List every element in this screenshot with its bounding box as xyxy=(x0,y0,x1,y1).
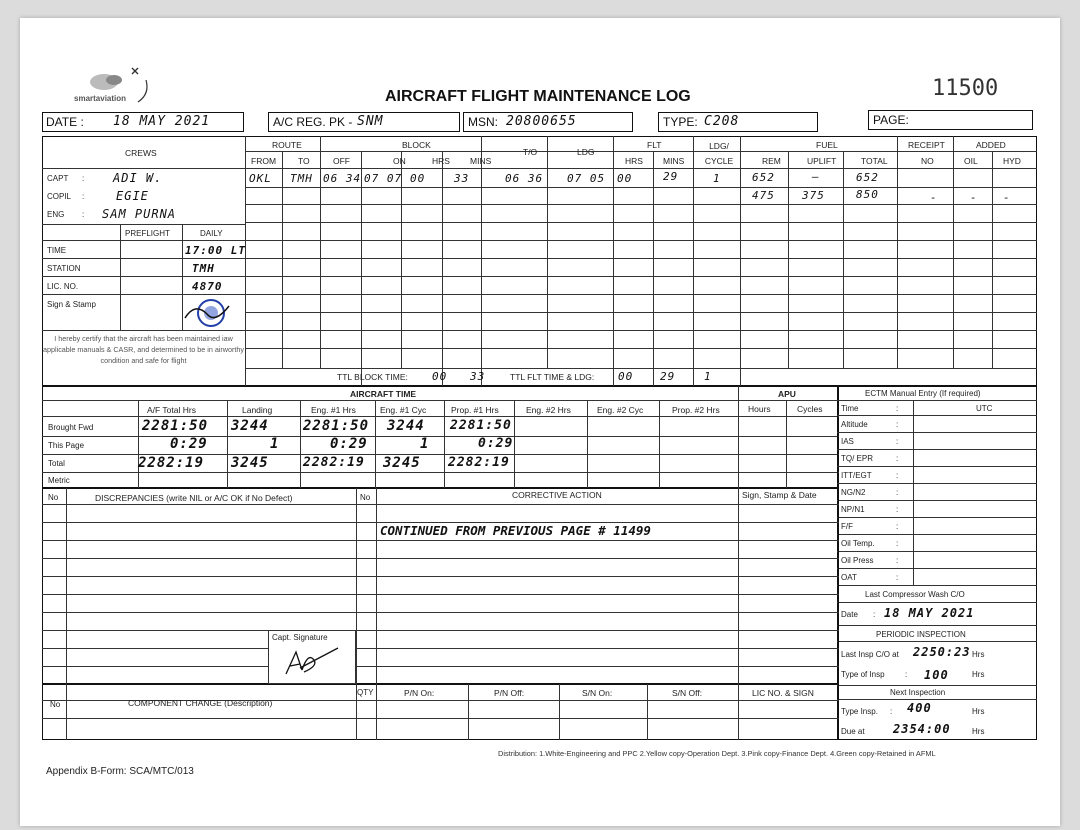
capt-name: ADI W. xyxy=(113,171,163,185)
date-value: 18 MAY 2021 xyxy=(113,114,211,129)
form-number: Appendix B-Form: SCA/MTC/013 xyxy=(46,766,194,777)
distribution-note: Distribution: 1.White-Engineering and PPC 2.Yellow copy-Operation Dept. 3.Pink copy-Finance Dept. 4.Green copy-Retained in AFML xyxy=(498,749,936,758)
type-value: C208 xyxy=(704,114,740,129)
form-title: AIRCRAFT FLIGHT MAINTENANCE LOG xyxy=(385,88,691,105)
capt-signature xyxy=(282,644,342,678)
log-sheet: smartaviation AIRCRAFT FLIGHT MAINTENANCE LOG 11500 DATE : 18 MAY 2021 A/C REG. PK - SNM MSN: 20800655 TYPE: C208 PAGE: CREWS ROUTE BLOCK FROM TO OFF ON HRS MINS T/O LDG FLT HRS MINS LDG/ CYCLE FUEL REM UPLIFT TOTAL RECEIPT NO ADDED OIL HYD CAPT : ADI W. COPIL : EGIE ENG : SAM PURNA PREFLIGHT DAILY TIME STATION LIC. NO. Sign & Stamp 17:00 LT TMH 4870 I hereby certify that the aircraft has been maintained iaw applicable manuals & CASR, and determined to be in airworthy condition and safe for flight OKL TMH 06 34 07 07 00 33 06 36 07 05 00 29 1 652 — 652 475 375 850 - - - TTL BLOCK TIME: 00 33 TTL FLT TIME & LDG: 00 29 1 AIRCRAFT TIME APU Hours Cycles A/F Total Hrs Landing Eng. #1 Hrs Eng. #1 Cyc Prop. #1 Hrs Eng. #2 Hrs Eng. #2 Cyc Prop. #2 Hrs Brought Fwd This Page Total Metric 2281:50 3244 2281:50 3244 2281:50 0:29 1 0:29 1 0:29 2282:19 3245 2282:19 3245 2282:19 ECTM Manual Entry (If required) Time Altitude IAS TQ/ EPR ITT/EGT NG/N2 NP/N1 F/F Oil Temp. Oil Press OAT UTC : : : : : : : : : : : Last Compressor Wash C/O Date : 18 MAY 2021 PERIODIC INSPECTION Last Insp C/O at 2250:23 Hrs Type of Insp : 100 Hrs Next Inspection Type Insp. : 400 Hrs Due at 2354:00 Hrs No DISCREPANCIES (write NIL or A/C OK if No Defect) No CORRECTIVE ACTION Sign, Stamp & Date CONTINUED FROM PREVIOUS PAGE # 11499 Capt. Signature No COMPONENT CHANGE (Description) QTY P/N On: P/N Off: S/N On: S/N Off: LIC NO. & SIGN Distribution: 1.White-Engineering and PPC 2.Yellow copy-Operation Dept. 3.Pink copy-Finance Dept. 4.Green copy-Retained in AFML Appendix B-Form: SCA/MTC/013 xyxy=(20,18,1060,826)
component-table xyxy=(42,684,839,740)
copil-name: EGIE xyxy=(116,189,149,203)
eng-name: SAM PURNA xyxy=(102,207,177,221)
date-box: DATE : 18 MAY 2021 xyxy=(42,112,244,132)
msn-value: 20800655 xyxy=(506,114,577,129)
logo-text: smartaviation xyxy=(74,94,127,103)
daily-time: 17:00 LT xyxy=(185,244,246,257)
daily-lic: 4870 xyxy=(192,280,223,293)
company-logo xyxy=(74,60,154,110)
due-at-value: 2354:00 xyxy=(893,722,951,736)
page-box: PAGE: xyxy=(868,110,1033,130)
next-type-insp-value: 400 xyxy=(907,701,932,715)
certification-text: I hereby certify that the aircraft has been maintained iaw applicable manuals & CASR, and determined to be in airworthy condition and safe for flight xyxy=(43,334,244,365)
type-box: TYPE: C208 xyxy=(658,112,818,132)
daily-station: TMH xyxy=(192,262,215,275)
engineer-stamp xyxy=(183,296,231,330)
reg-box: A/C REG. PK - SNM xyxy=(268,112,460,132)
discrepancies-table xyxy=(42,488,839,684)
last-insp-value: 2250:23 xyxy=(913,645,971,659)
type-insp-value: 100 xyxy=(924,668,949,682)
serial-number: 11500 xyxy=(932,76,999,101)
reg-value: SNM xyxy=(357,114,384,129)
continued-note: CONTINUED FROM PREVIOUS PAGE # 11499 xyxy=(380,523,651,538)
msn-box: MSN: 20800655 xyxy=(463,112,633,132)
compressor-wash-date: 18 MAY 2021 xyxy=(884,606,975,620)
